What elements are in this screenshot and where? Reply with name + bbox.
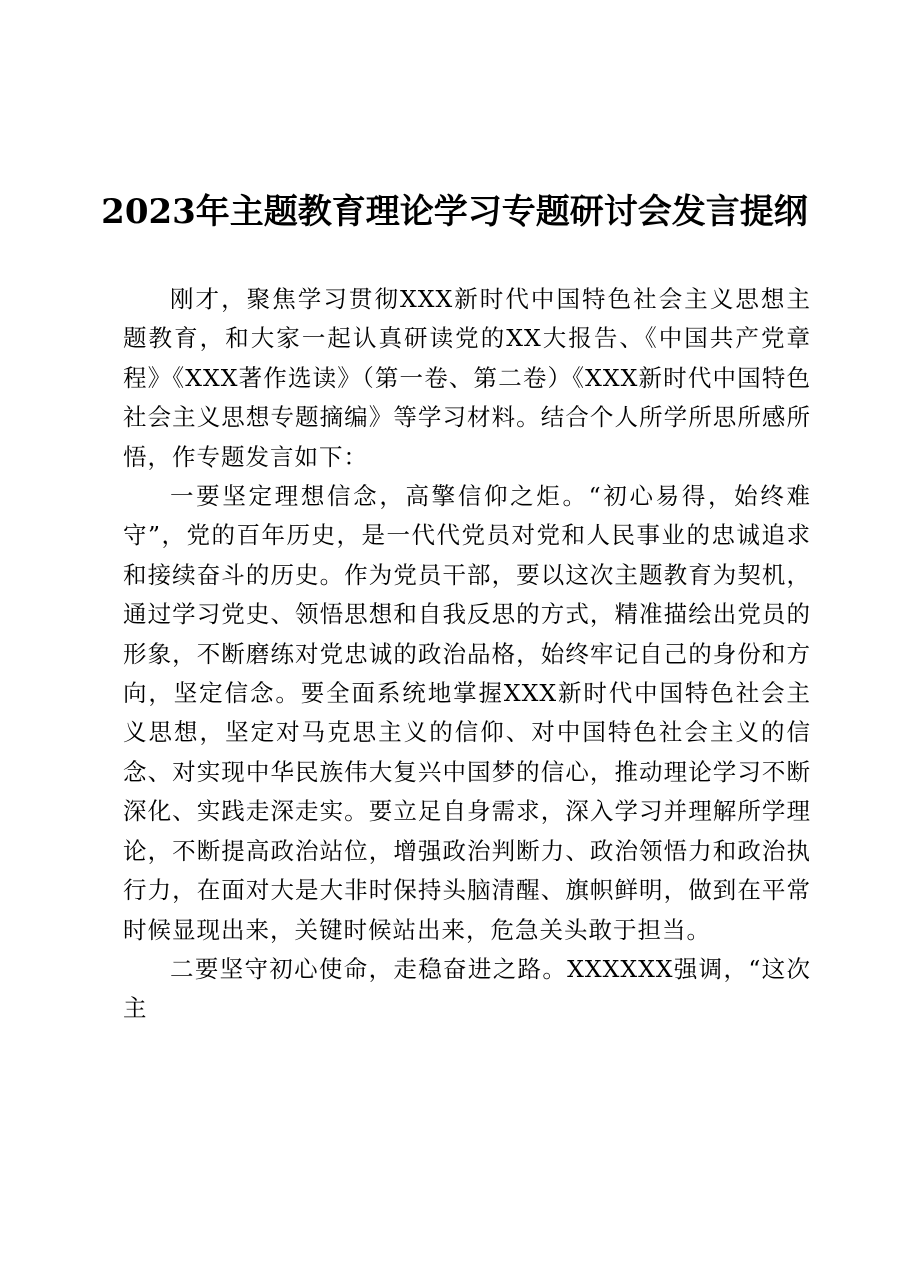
paragraph-point-one: 一要坚定理想信念，高擎信仰之炬。“初心易得，始终难守”，党的百年历史，是一代代党员对党和人民事业的忠诚追求和接续奋斗的历史。作为党员干部，要以这次主题教育为契机，通过学习党史、领悟思想和自我反思的方式，精准描绘出党员的形象，不断磨练对党忠诚的政治品格，始终牢记自己的身份和方向，坚定信念。要全面系统地掌握XXX新时代中国特色社会主义思想，坚定对马克思主义的信仰、对中国特色社会主义的信念、对实现中华民族伟大复兴中国梦的信心，推动理论学习不断深化、实践走深走实。要立足自身需求，深入学习并理解所学理论，不断提高政治站位，增强政治判断力、政治领悟力和政治执行力，在面对大是大非时保持头脑清醒、旗帜鲜明，做到在平常时候显现出来，关键时候站出来，危急关头敢于担当。 [123, 482, 811, 944]
paragraph-intro: 刚才，聚焦学习贯彻XXX新时代中国特色社会主义思想主题教育，和大家一起认真研读党的XX大报告、《中国共产党章程》《XXX著作选读》（第一卷、第二卷）《XXX新时代中国特色社会主义思想专题摘编》等学习材料。结合个人所学所思所感所悟，作专题发言如下： [123, 285, 811, 471]
paragraph-point-two: 二要坚守初心使命，走稳奋进之路。XXXXXX强调，“这次主 [123, 954, 811, 1023]
document-title: 2023年主题教育理论学习专题研讨会发言提纲 [101, 192, 808, 232]
document-body [123, 280, 811, 1029]
